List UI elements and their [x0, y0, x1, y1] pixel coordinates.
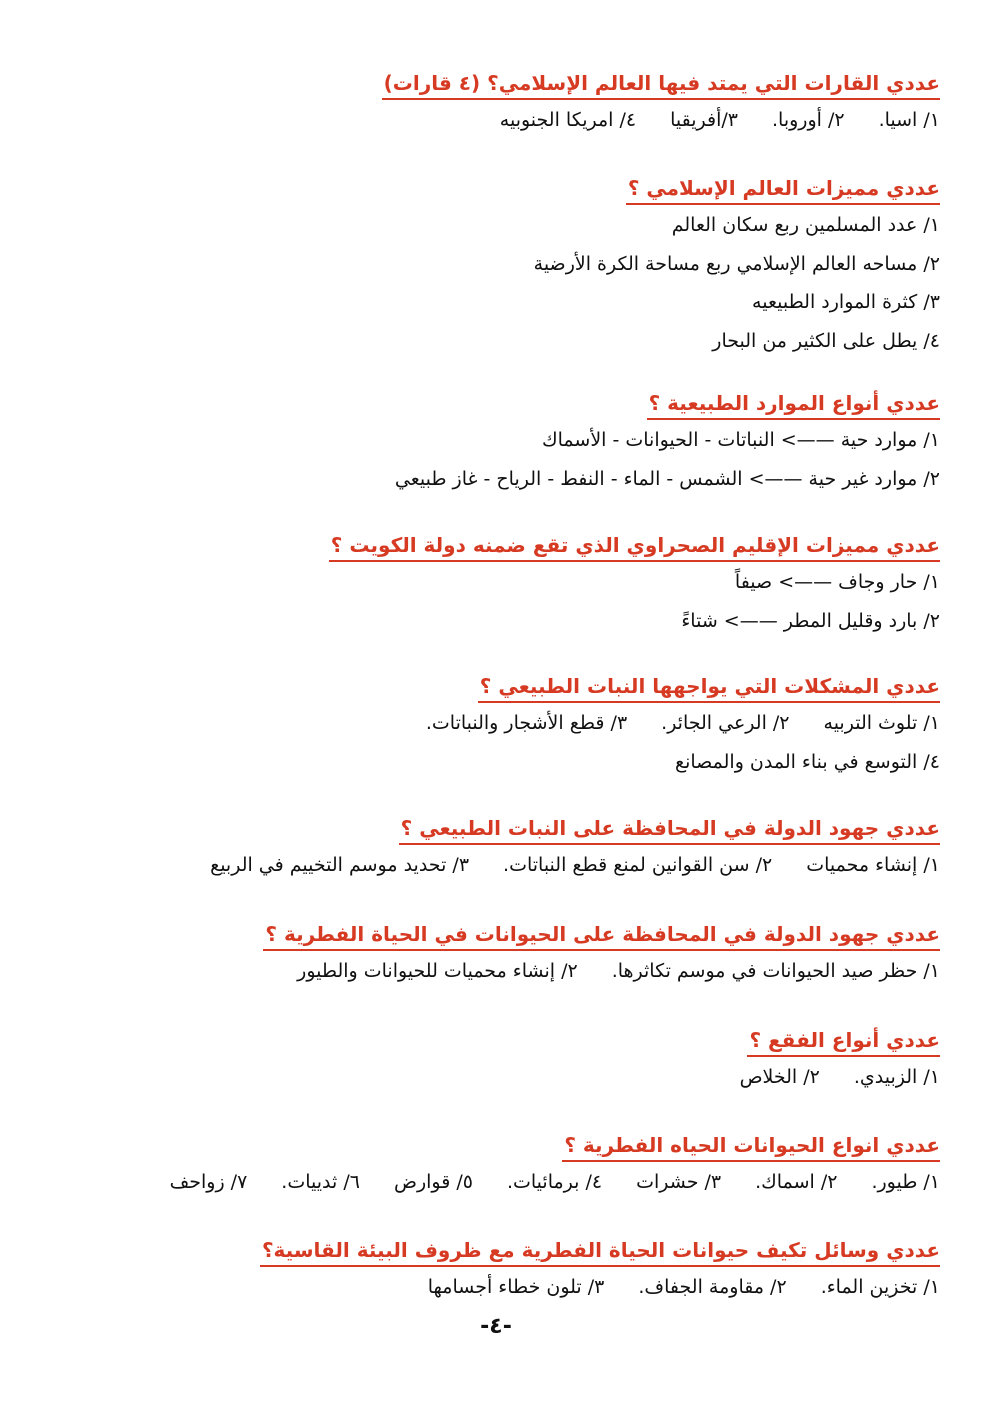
- answer-row: [263, 953, 940, 990]
- answer-item: ١/ حظر صيد الحيوانات في موسم تكاثرها.: [611, 960, 940, 982]
- answer-item: ٢/ بارد وقليل المطر ——> شتاءً: [681, 609, 940, 632]
- answer-row: [329, 603, 940, 640]
- answer-row: [395, 422, 940, 459]
- question-heading: عددي أنواع الموارد الطبيعية ؟: [647, 388, 940, 420]
- answer-item: ٦/ ثدييات.: [281, 1171, 360, 1193]
- question-heading: عددي المشكلات التي يواجهها النبات الطبيعي ؟: [478, 671, 940, 703]
- answer-item: ٢/ مساحه العالم الإسلامي ربع مساحة الكرة الأرضية: [533, 252, 940, 275]
- answer-item: ٤/ امريكا الجنوبيه: [499, 109, 637, 131]
- question-heading: عددي جهود الدولة في المحافظة على الحيوانات في الحياة الفطرية ؟: [263, 919, 940, 951]
- question-section: [170, 1130, 940, 1201]
- answer-row: [329, 564, 940, 601]
- answer-row: [170, 1164, 940, 1201]
- question-section: [395, 388, 940, 497]
- answer-row: [534, 284, 940, 321]
- answer-item: ٢/ أوروبا.: [771, 109, 845, 131]
- question-heading: عددي القارات التي يمتد فيها العالم الإسلامي؟ (٤ قارات): [382, 68, 940, 100]
- question-section: [426, 671, 940, 780]
- question-section: [740, 1025, 940, 1096]
- question-heading: عددي انواع الحيوانات الحياه الفطرية ؟: [562, 1130, 940, 1162]
- answer-row: [426, 744, 940, 781]
- answer-item: ١/ عدد المسلمين ربع سكان العالم: [671, 214, 940, 236]
- answer-row: [534, 323, 940, 360]
- answer-row: [210, 847, 940, 884]
- answer-row: [534, 207, 940, 244]
- answer-row: [740, 1059, 940, 1096]
- answer-item: ٢/ إنشاء محميات للحيوانات والطيور: [297, 960, 578, 982]
- answer-item: ٤/ التوسع في بناء المدن والمصانع: [674, 750, 940, 773]
- answer-item: ٣/أفريقيا: [670, 109, 738, 131]
- answer-item: ٤/ يطل على الكثير من البحار: [712, 329, 940, 352]
- answer-item: ٢/ الخلاص: [739, 1066, 820, 1088]
- question-section: [534, 173, 940, 359]
- answer-item: ١/ طيور.: [871, 1171, 940, 1193]
- answer-row: [426, 705, 940, 742]
- answer-row: [534, 246, 940, 283]
- answer-item: ٢/ اسماك.: [755, 1171, 838, 1193]
- answer-row: [395, 461, 940, 498]
- page-number: -٤-: [480, 1314, 512, 1339]
- answer-item: ١/ إنشاء محميات: [806, 854, 940, 876]
- question-section: [329, 530, 940, 639]
- answer-item: ٣/ كثرة الموارد الطبيعيه: [752, 291, 940, 313]
- answer-item: ١/ اسيا.: [878, 109, 940, 131]
- question-heading: عددي أنواع الفقع ؟: [747, 1025, 940, 1057]
- question-heading: عددي جهود الدولة في المحافظة على النبات الطبيعي ؟: [399, 813, 940, 845]
- answer-item: ٣/ قطع الأشجار والنباتات.: [425, 712, 628, 734]
- question-heading: عددي وسائل تكيف حيوانات الحياة الفطرية مع ظروف البيئة القاسية؟: [260, 1235, 940, 1267]
- answer-item: ١/ الزبيدي.: [853, 1066, 940, 1088]
- answer-item: ١/ تلوث التربيه: [823, 712, 940, 734]
- answer-item: ٥/ قوارض: [393, 1171, 473, 1193]
- answer-item: ٢/ الرعي الجائر.: [661, 712, 790, 734]
- answer-item: ٢/ سن القوانين لمنع قطع النباتات.: [503, 854, 773, 876]
- answer-item: ٧/ زواحف: [169, 1171, 248, 1193]
- question-section: [260, 1235, 940, 1306]
- question-section: [382, 68, 940, 139]
- answer-item: ٣/ حشرات: [636, 1171, 722, 1193]
- answer-row: [382, 102, 940, 139]
- answer-item: ١/ تخزين الماء.: [820, 1276, 940, 1298]
- answer-item: ٤/ برمائيات.: [506, 1171, 603, 1193]
- question-section: [263, 919, 940, 990]
- answer-item: ٢/ موارد غير حية ——> الشمس - الماء - النفط - الرياح - غاز طبيعي: [394, 467, 940, 490]
- answer-item: ١/ حار وجاف ——> صيفاً: [734, 571, 940, 593]
- answer-item: ٣/ تلون خطاء أجسامها: [427, 1276, 605, 1298]
- question-heading: عددي مميزات الإقليم الصحراوي الذي تقع ضمنه دولة الكويت ؟: [329, 530, 940, 562]
- answer-item: ٣/ تحديد موسم التخييم في الربيع: [210, 854, 470, 876]
- answer-item: ٢/ مقاومة الجفاف.: [638, 1276, 787, 1298]
- answer-row: [260, 1269, 940, 1306]
- question-section: [210, 813, 940, 884]
- question-heading: عددي مميزات العالم الإسلامي ؟: [626, 173, 940, 205]
- answer-item: ١/ موارد حية ——> النباتات - الحيوانات - الأسماك: [541, 429, 940, 451]
